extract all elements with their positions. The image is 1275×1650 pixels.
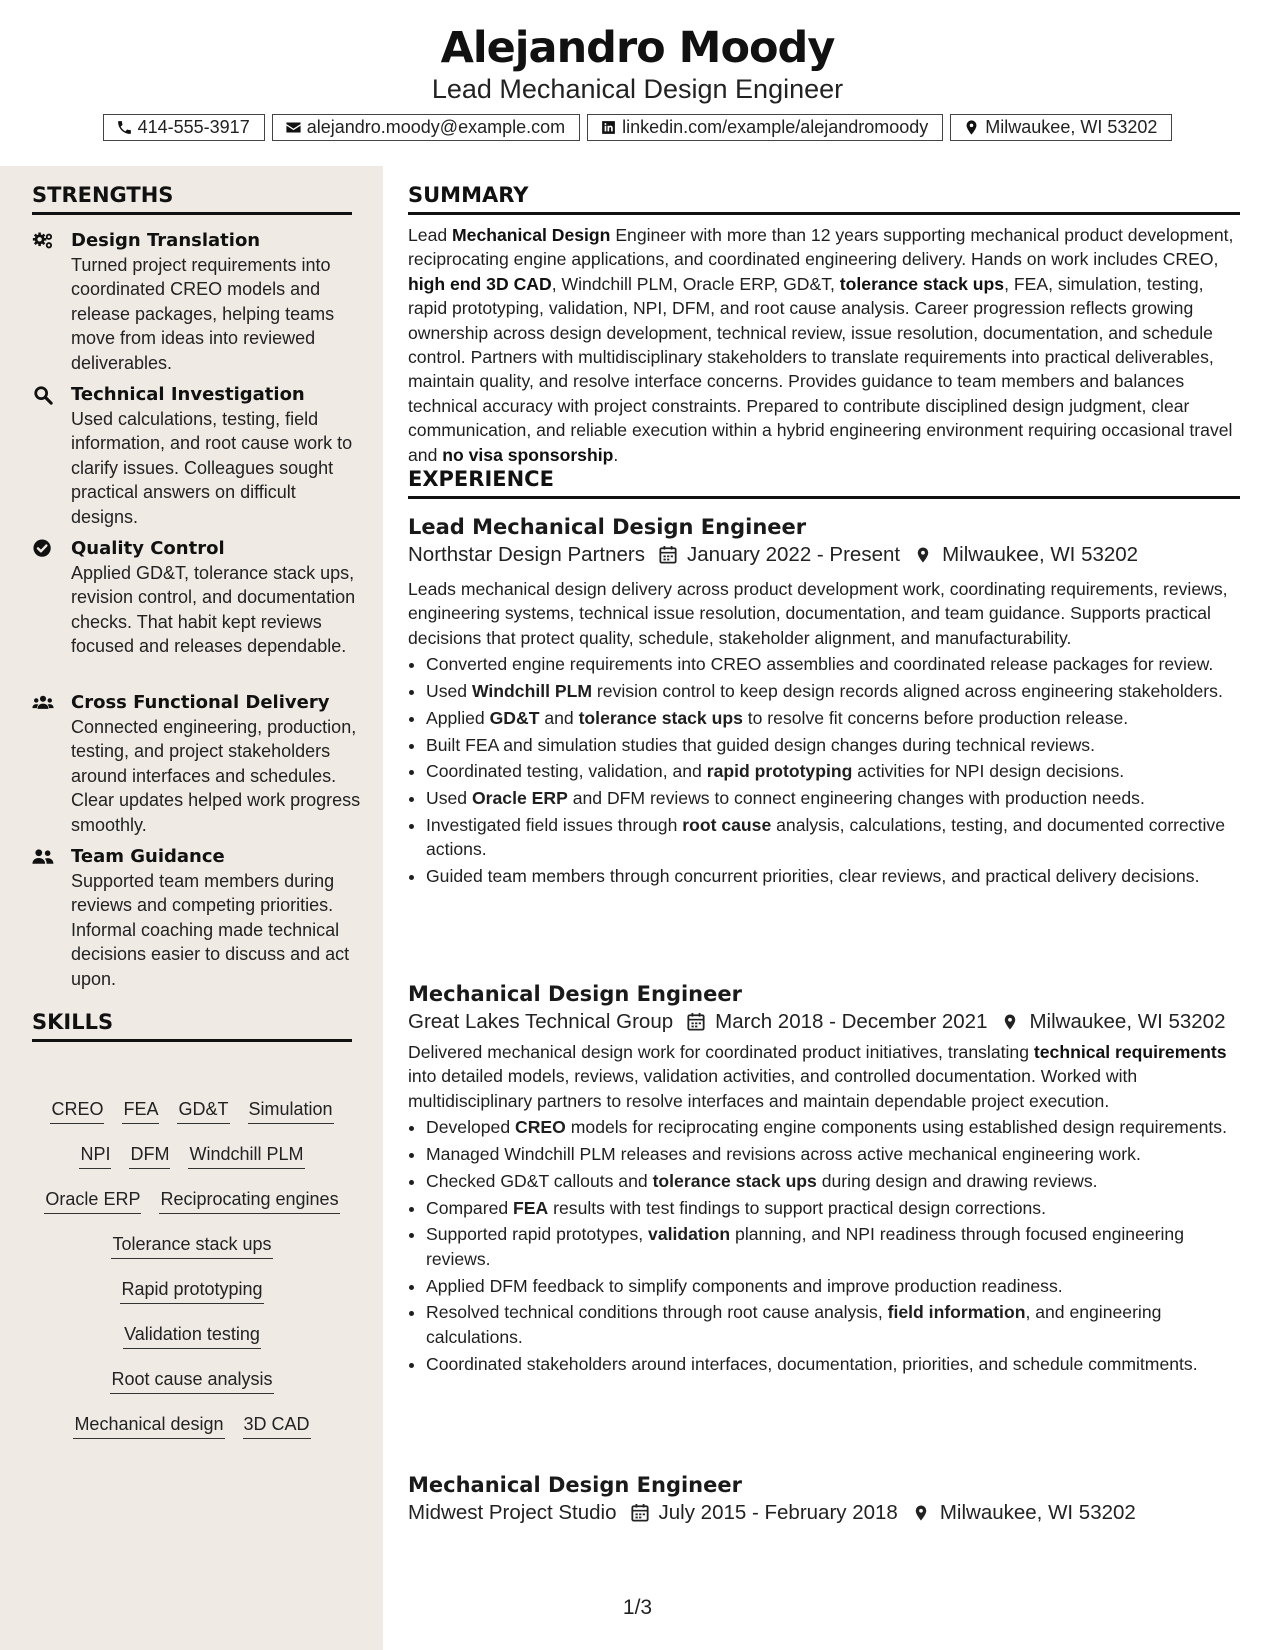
skill-chip: NPI bbox=[79, 1143, 111, 1169]
job-description: Delivered mechanical design work for coordinated product initiatives, translating technical requirements into detailed models, reviews, validation activities, and controlled documentation. Worked with multidisciplinary partners to resolve interfaces and maintain dependable project execution. bbox=[408, 1042, 1227, 1111]
bullet-item: • Used Windchill PLM revision control to keep design records aligned across engineering stakeholders. bbox=[426, 679, 1240, 703]
job-meta bbox=[408, 1499, 1240, 1527]
linkedin-icon bbox=[600, 119, 617, 136]
skill-chip: GD&T bbox=[177, 1098, 229, 1124]
bullet-item: • Checked GD&T callouts and tolerance stack ups during design and drawing reviews. bbox=[426, 1169, 1240, 1193]
job-entry bbox=[408, 513, 1240, 891]
skills-row bbox=[32, 1413, 352, 1458]
job-dates: March 2018 - December 2021 bbox=[715, 1010, 988, 1033]
experience-title: EXPERIENCE bbox=[408, 466, 1240, 499]
contact-email[interactable] bbox=[272, 114, 580, 141]
gears-icon bbox=[32, 231, 56, 251]
strength-item bbox=[32, 383, 362, 529]
skills-row bbox=[32, 1368, 352, 1413]
skill-chip: Validation testing bbox=[123, 1323, 261, 1349]
strength-body: Used calculations, testing, field information, and root cause work to clarify issues. Colleagues sought practical answers on difficult designs. bbox=[71, 409, 353, 527]
skill-chip: Rapid prototyping bbox=[120, 1278, 263, 1304]
user-group-icon bbox=[32, 847, 56, 867]
bullet-item: • Coordinated stakeholders around interfaces, documentation, priorities, and schedule commitments. bbox=[426, 1352, 1240, 1376]
phone-icon bbox=[116, 119, 133, 136]
strengths-title: STRENGTHS bbox=[32, 182, 352, 215]
contact-phone-text: 414-555-3917 bbox=[137, 117, 250, 137]
skill-chip: Simulation bbox=[248, 1098, 334, 1124]
calendar-icon bbox=[687, 1012, 705, 1032]
bullet-item: • Applied DFM feedback to simplify components and improve production readiness. bbox=[426, 1274, 1240, 1298]
bullet-item: • Coordinated testing, validation, and rapid prototyping activities for NPI design decisions. bbox=[426, 759, 1240, 783]
job-dates: July 2015 - February 2018 bbox=[658, 1501, 898, 1524]
skill-chip: CREO bbox=[50, 1098, 104, 1124]
job-location: Milwaukee, WI 53202 bbox=[939, 1501, 1136, 1524]
contact-linkedin[interactable] bbox=[587, 114, 943, 141]
skills-row bbox=[32, 1098, 352, 1143]
summary-text: Lead Mechanical Design Engineer with more than 12 years supporting mechanical product development, reciprocating engine applications, and coordinated engineering delivery. Hands on work includes CREO, high end 3D CAD, Windchill PLM, Oracle ERP, GD&T, tolerance stack ups, FEA, simulation, testing, rapid prototyping, validation, NPI, DFM, and root cause analysis. Career progression reflects growing ownership across design development, technical review, issue resolution, documentation, and schedule control. Partners with multidisciplinary stakeholders to translate requirements into practical deliverables, maintain quality, and resolve interface concerns. Provides guidance to team members and balances technical accuracy with project constraints. Prepared to contribute disciplined design judgment, clear communication, and reliable execution within a hybrid engineering environment requiring occasional travel and no visa sponsorship. bbox=[408, 225, 1234, 465]
bullet-item: • Converted engine requirements into CREO assemblies and coordinated release packages for review. bbox=[426, 652, 1240, 676]
skill-chip: Reciprocating engines bbox=[159, 1188, 339, 1214]
envelope-icon bbox=[285, 119, 302, 136]
job-entry bbox=[408, 980, 1240, 1378]
job-dates: January 2022 - Present bbox=[686, 543, 901, 566]
skill-chip: Root cause analysis bbox=[110, 1368, 273, 1394]
skill-chip: Windchill PLM bbox=[188, 1143, 304, 1169]
skill-chip: Oracle ERP bbox=[44, 1188, 141, 1214]
job-bullets bbox=[408, 652, 1240, 888]
skills-row bbox=[32, 1233, 352, 1278]
skills-row bbox=[32, 1188, 352, 1233]
map-pin-icon bbox=[963, 119, 980, 136]
strength-title: Technical Investigation bbox=[71, 384, 305, 405]
strength-title: Team Guidance bbox=[71, 846, 225, 867]
strength-item bbox=[32, 691, 362, 837]
contact-linkedin-text: linkedin.com/example/alejandromoody bbox=[622, 117, 929, 137]
strength-body: Turned project requirements into coordinated CREO models and release packages, helping teams move from ideas into reviewed deliverables. bbox=[71, 255, 335, 373]
bullet-item: • Compared FEA results with test findings to support practical design corrections. bbox=[426, 1196, 1240, 1220]
bullet-item: • Managed Windchill PLM releases and revisions across active mechanical engineering work. bbox=[426, 1142, 1240, 1166]
job-company: Northstar Design Partners bbox=[408, 543, 645, 566]
check-circle-icon bbox=[32, 539, 56, 559]
bullet-item: • Developed CREO models for reciprocating engine components using established design requirements. bbox=[426, 1115, 1240, 1139]
strength-title: Quality Control bbox=[71, 538, 225, 559]
job-title: Lead Mechanical Design Engineer bbox=[408, 515, 807, 539]
strength-body: Applied GD&T, tolerance stack ups, revision control, and documentation checks. That habit kept reviews focused and releases dependable. bbox=[71, 563, 356, 657]
users-icon bbox=[32, 693, 56, 713]
bullet-item: • Applied GD&T and tolerance stack ups to resolve fit concerns before production release. bbox=[426, 706, 1240, 730]
resume-header bbox=[0, 0, 1275, 166]
contact-phone bbox=[103, 114, 265, 141]
job-location: Milwaukee, WI 53202 bbox=[942, 543, 1139, 566]
map-pin-icon bbox=[912, 1503, 930, 1523]
skills-row bbox=[32, 1278, 352, 1323]
skills-title: SKILLS bbox=[32, 1009, 352, 1042]
strength-body: Connected engineering, production, testing, and project stakeholders around interfaces and schedules. Clear updates helped work progress smoothly. bbox=[71, 717, 361, 835]
job-meta bbox=[408, 541, 1240, 569]
bullet-item: • Built FEA and simulation studies that guided design changes during technical reviews. bbox=[426, 733, 1240, 757]
map-pin-icon bbox=[1001, 1012, 1019, 1032]
skill-chip: 3D CAD bbox=[243, 1413, 311, 1439]
calendar-icon bbox=[659, 545, 677, 565]
skills-row bbox=[32, 1323, 352, 1368]
job-title: Mechanical Design Engineer bbox=[408, 1473, 742, 1497]
strength-title: Design Translation bbox=[71, 230, 261, 251]
bullet-item: • Supported rapid prototypes, validation planning, and NPI readiness through focused engineering reviews. bbox=[426, 1222, 1240, 1271]
summary-title: SUMMARY bbox=[408, 182, 1240, 215]
contact-location-text: Milwaukee, WI 53202 bbox=[985, 117, 1158, 137]
bullet-item: • Used Oracle ERP and DFM reviews to connect engineering changes with production needs. bbox=[426, 786, 1240, 810]
job-title: Mechanical Design Engineer bbox=[408, 982, 742, 1006]
contact-location bbox=[950, 114, 1172, 141]
bullet-item: • Resolved technical conditions through root cause analysis, field information, and engineering calculations. bbox=[426, 1300, 1240, 1349]
candidate-headline: Lead Mechanical Design Engineer bbox=[431, 74, 844, 104]
strength-item bbox=[32, 845, 362, 991]
strength-item bbox=[32, 537, 362, 659]
page-number: 1/3 bbox=[622, 1596, 653, 1619]
skill-chip: DFM bbox=[129, 1143, 170, 1169]
calendar-icon bbox=[631, 1503, 649, 1523]
skills-list bbox=[32, 1098, 352, 1458]
bullet-item: • Investigated field issues through root cause analysis, calculations, testing, and documented corrective actions. bbox=[426, 813, 1240, 862]
contact-email-text: alejandro.moody@example.com bbox=[306, 117, 566, 137]
job-description: Leads mechanical design delivery across product development work, coordinating requirements, reviews, engineering systems, technical issue resolution, documentation, and team guidance. Supports practical decisions that protect quality, schedule, stakeholder alignment, and manufacturability. bbox=[408, 579, 1228, 648]
skill-chip: Mechanical design bbox=[73, 1413, 224, 1439]
skill-chip: FEA bbox=[122, 1098, 159, 1124]
skills-row bbox=[32, 1143, 352, 1188]
strength-body: Supported team members during reviews and competing priorities. Informal coaching made technical decisions easier to discuss and act upon. bbox=[71, 871, 350, 989]
job-meta bbox=[408, 1008, 1240, 1036]
search-icon bbox=[32, 385, 56, 405]
candidate-name: Alejandro Moody bbox=[440, 23, 835, 73]
contact-row bbox=[0, 114, 1275, 141]
job-bullets bbox=[408, 1115, 1240, 1376]
strength-item bbox=[32, 229, 362, 375]
job-company: Great Lakes Technical Group bbox=[408, 1010, 674, 1033]
strength-title: Cross Functional Delivery bbox=[71, 692, 330, 713]
job-location: Milwaukee, WI 53202 bbox=[1029, 1010, 1226, 1033]
job-entry bbox=[408, 1471, 1240, 1527]
bullet-item: • Guided team members through concurrent priorities, clear reviews, and practical delivery decisions. bbox=[426, 864, 1240, 888]
map-pin-icon bbox=[914, 545, 932, 565]
job-company: Midwest Project Studio bbox=[408, 1501, 617, 1524]
skill-chip: Tolerance stack ups bbox=[111, 1233, 272, 1259]
